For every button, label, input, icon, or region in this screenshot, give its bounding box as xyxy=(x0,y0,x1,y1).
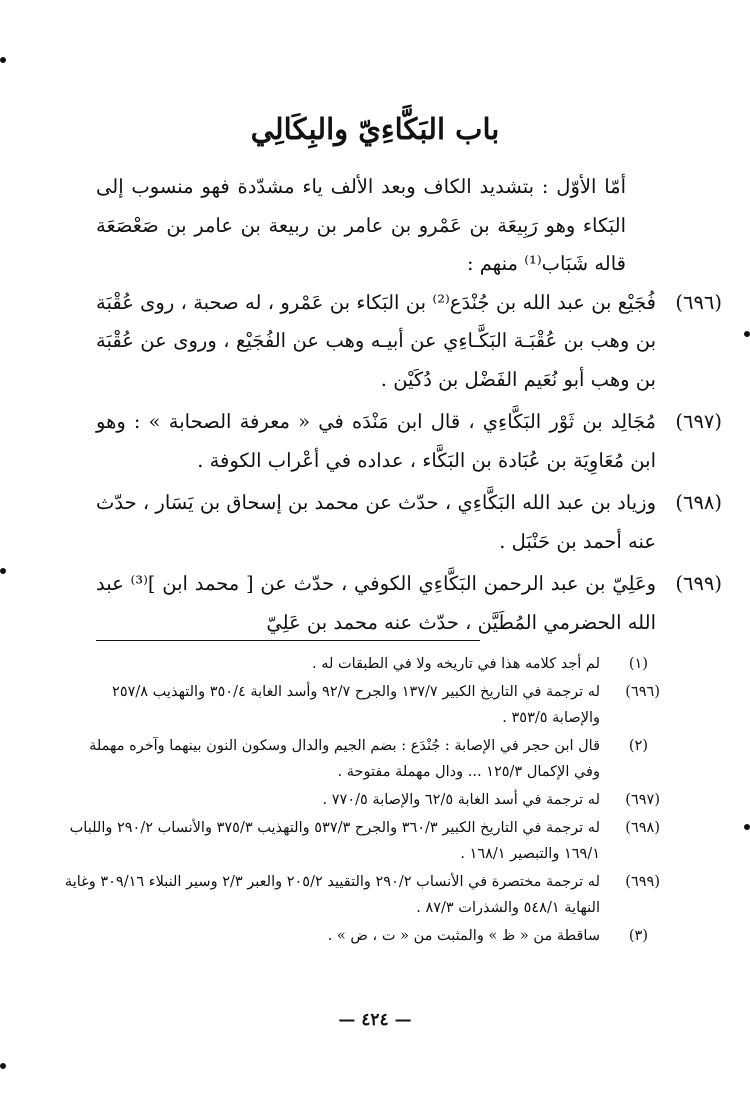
entry-697 xyxy=(96,403,722,480)
footnote-number: (٦٩٧) xyxy=(625,792,660,808)
footnote-text: له ترجمة في التاريخ الكبير ١٣٧/٧ والجرح ٩٢/٧ وأسد الغابة ٣٥٠/٤ والتهذيب ٢٥٧/٨ والإصابة ٣٥٣/٥ . xyxy=(112,684,600,726)
footnotes xyxy=(60,651,660,949)
entry-696 xyxy=(96,284,722,400)
footnote-1 xyxy=(60,651,660,677)
footnote-number: (٣) xyxy=(628,928,648,944)
footnote-2 xyxy=(60,733,660,785)
footnote-text: له ترجمة في التاريخ الكبير ٣٦٠/٣ والجرح ٥٣٧/٣ والتهذيب ٣٧٥/٣ والأنساب ٢٩٠/٢ واللباب ١٦٩/١ والتبصير ١٦٨/١ . xyxy=(69,820,600,862)
intro-paragraph: أمّا الأوّل : بتشديد الكاف وبعد الألف ياء مشدّدة فهو منسوب إلى البَكاء وهو رَبِيعَة بن عَمْرو بن عامر بن ربيعة بن عامر بن صَعْصَعَة قاله شَبَاب⁽¹⁾ منهم : xyxy=(96,175,626,275)
entry-number: (٦٩٨) xyxy=(675,491,722,514)
footnote-text: لم أجد كلامه هذا في تاريخه ولا في الطبقات له . xyxy=(312,656,600,672)
chapter-title: باب البَكَّاءِيّ والبِكَالِي xyxy=(250,112,500,146)
footnote-separator xyxy=(96,640,480,641)
entry-text: مُجَالِد بن ثَوْر البَكَّاءِي ، قال ابن مَنْدَه في « معرفة الصحابة » : وهو ابن مُعَاوِيَة بن عُبَادة بن البَكَّاء ، عداده في أعْراب الكوفة . xyxy=(96,410,656,472)
margin-dot xyxy=(0,57,6,63)
main-text xyxy=(96,168,722,642)
footnote-text: قال ابن حجر في الإصابة : جُنْدَع : بضم الجيم والدال وسكون النون بينهما وآخره مهملة وفي الإكمال ١٢٥/٣ ... ودال مهملة مفتوحة . xyxy=(89,738,600,780)
page-number: — ٤٢٤ — xyxy=(338,1010,412,1030)
footnote-number: (٢) xyxy=(628,738,648,754)
entry-number: (٦٩٩) xyxy=(675,572,722,595)
footnote-number: (٦٩٩) xyxy=(625,874,660,890)
entry-text: فُجَيْع بن عبد الله بن جُنْدَع⁽²⁾ بن البَكاء بن عَمْرو ، له صحبة ، روى عُقْبَة بن وهب بن عُقْبَـة البَكَّـاءِي عن أبيـه وهب عن الفُجَيْع ، وروى عن عُقْبَة بن وهب أبو نُعَيم الفَضْل بن دُكَيْن . xyxy=(96,290,656,391)
footnote-number: (١) xyxy=(628,656,648,672)
footnote-text: له ترجمة مختصرة في الأنساب ٢٩٠/٢ والتقييد ٢٠٥/٢ والعبر ٢/٣ وسير النبلاء ٣٠٩/١٦ وغاية النهاية ٥٤٨/١ والشذرات ٨٧/٣ . xyxy=(64,874,600,916)
reference-696 xyxy=(60,679,660,731)
entry-text: وعَلِيّ بن عبد الرحمن البَكَّاءِي الكوفي ، حدّث عن [ محمد ابن ]⁽³⁾ عبد الله الحضرمي المُطَيَّن ، حدّث عنه محمد بن عَلِيّ xyxy=(96,572,656,634)
footnote-3 xyxy=(60,923,660,949)
reference-697 xyxy=(60,787,660,813)
entry-699 xyxy=(96,565,722,642)
reference-698 xyxy=(60,815,660,867)
footnote-text: ساقطة من « ظ » والمثبت من « ت ، ض » . xyxy=(327,928,600,944)
entry-number: (٦٩٧) xyxy=(675,410,722,433)
entry-698 xyxy=(96,484,722,561)
margin-dot xyxy=(0,568,6,574)
margin-dot xyxy=(0,1063,6,1069)
entry-text: وزياد بن عبد الله البَكَّاءِي ، حدّث عن محمد بن إسحاق بن يَسَار ، حدّث عنه أحمد بن حَنْبَل . xyxy=(96,491,656,553)
footnote-text: له ترجمة في أسد الغابة ٦٢/٥ والإصابة ٧٧٠/٥ . xyxy=(322,792,600,808)
footnote-number: (٦٩٨) xyxy=(625,820,660,836)
reference-699 xyxy=(60,869,660,921)
entry-number: (٦٩٦) xyxy=(675,290,722,314)
footnote-number: (٦٩٦) xyxy=(625,684,660,700)
margin-dot xyxy=(744,331,750,337)
margin-dot xyxy=(744,824,750,830)
